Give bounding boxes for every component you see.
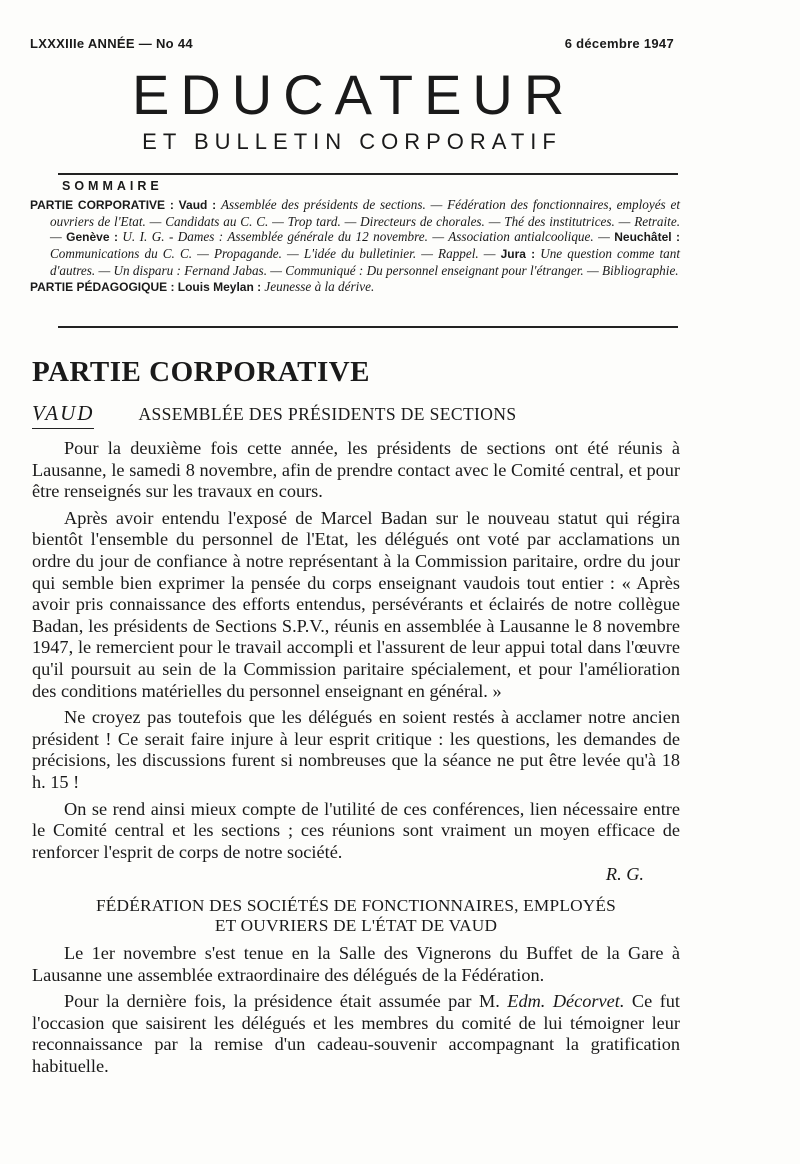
bottom-divider <box>58 326 678 328</box>
toc-corporative <box>30 197 680 279</box>
toc-neuchatel-items: Communications du C. C. — Propagande. — L'idée du bulletinier. — Rappel. — <box>50 246 496 262</box>
article-body <box>32 438 680 886</box>
toc-title: SOMMAIRE <box>62 179 163 193</box>
toc-jura-items: Une question comme tant d'autres. — Un disparu : Fernand Jabas. — Communiqué : Du personnel enseignant pour l'étranger. — Bibliographie. <box>50 246 680 278</box>
masthead <box>132 63 576 156</box>
federation-president-name: Edm. Décorvet. <box>507 991 625 1012</box>
federation-title-line-2: ET OUVRIERS DE L'ÉTAT DE VAUD <box>214 916 498 935</box>
toc-neuchatel-label: Neuchâtel : <box>614 230 681 245</box>
top-divider <box>58 173 678 175</box>
federation-title <box>32 896 680 936</box>
article-paragraph-1: Pour la deuxième fois cette année, les présidents de sections ont été réunis à Lausanne, le samedi 8 novembre, afin de prendre contact avec le Comité central, et pour être renseignés sur les travaux en cours. <box>32 438 680 502</box>
toc-geneve-label: Genève : <box>66 230 118 245</box>
federation-title-line-1: FÉDÉRATION DES SOCIÉTÉS DE FONCTIONNAIRES, EMPLOYÉS <box>95 896 616 915</box>
toc-pedagogique-author: Louis Meylan : <box>177 279 262 294</box>
toc-corporative-label: PARTIE CORPORATIVE : <box>30 197 174 212</box>
federation-paragraph-2 <box>32 991 680 1077</box>
masthead-subtitle: ET BULLETIN CORPORATIF <box>142 129 562 154</box>
article-paragraph-4: On se rend ainsi mieux compte de l'utilité de ces conférences, lien nécessaire entre le Comité central et les sections ; ces réunions sont vraiment un moyen efficace de renforcer l'esprit de corps de notre société. <box>32 798 680 862</box>
issue-number: LXXXIIIe ANNÉE — No 44 <box>30 36 193 51</box>
federation-paragraph-1: Le 1er novembre s'est tenue en la Salle des Vignerons du Buffet de la Gare à Lausanne une assemblée extraordinaire des délégués de la Fédération. <box>32 943 680 985</box>
masthead-title: EDUCATEUR <box>132 63 576 126</box>
section-heading <box>32 401 682 429</box>
issue-date: 6 décembre 1947 <box>564 36 674 51</box>
table-of-contents <box>30 179 680 296</box>
federation-paragraph-2-start: Pour la dernière fois, la présidence était assumée par M. <box>64 991 500 1012</box>
toc-vaud-label: Vaud : <box>178 197 217 212</box>
toc-pedagogique-title: Jeunesse à la dérive. <box>264 278 375 294</box>
federation-body <box>32 943 680 1083</box>
canton-label: VAUD <box>32 401 94 429</box>
part-title: PARTIE CORPORATIVE <box>32 356 371 388</box>
toc-pedagogique-label: PARTIE PÉDAGOGIQUE : <box>30 279 175 294</box>
toc-vaud-items: Assemblée des présidents de sections. — Fédération des fonctionnaires, employés et ouvriers de l'Etat. — Candidats au C. C. — Trop tard. — Directeurs de chorales. — Thé des institutrices. — Retraite. — <box>50 196 680 245</box>
federation-paragraph-2-end: Ce fut l'occasion que saisirent les délégués et les membres du comité de lui témoigner leur reconnaissance par la remise d'un cadeau-souvenir accompagnant la gratification habituelle. <box>32 991 680 1076</box>
toc-jura-label: Jura : <box>500 247 536 262</box>
article-paragraph-2: Après avoir entendu l'exposé de Marcel Badan sur le nouveau statut qui régira bientôt l'ensemble du personnel de l'Etat, les délégués ont voté par acclamations un ordre du jour de confiance à notre représentant à la Commission paritaire, ordre du jour qui semble bien exprimer la pensée du corps enseignant vaudois tout entier : « Après avoir pris connaissance des efforts entendus, persévérants et éclairés de notre collègue Badan, les présidents de Sections S.P.V., réunis en assemblée à Lausanne le 8 novembre 1947, le remercient pour le travail accompli et l'assurent de leur appui total dans l'œuvre qu'il poursuit au sein de la Commission paritaire spécialement, et pour l'amélioration des conditions matérielles du personnel enseignant en général. » <box>32 507 680 701</box>
article-paragraph-3: Ne croyez pas toutefois que les délégués en soient restés à acclamer notre ancien président ! Ce serait faire injure à leur esprit critique : les questions, les demandes de précisions, les discussions furent si nombreuses que la séance ne put être levée qu'à 18 h. 15 ! <box>32 707 680 792</box>
article-title: ASSEMBLÉE DES PRÉSIDENTS DE SECTIONS <box>138 404 517 424</box>
toc-geneve-items: U. I. G. - Dames : Assemblée générale du 12 novembre. — Association antialcoolique. — <box>122 229 610 245</box>
toc-pedagogique <box>30 279 680 296</box>
article-signature: R. G. <box>605 864 644 885</box>
